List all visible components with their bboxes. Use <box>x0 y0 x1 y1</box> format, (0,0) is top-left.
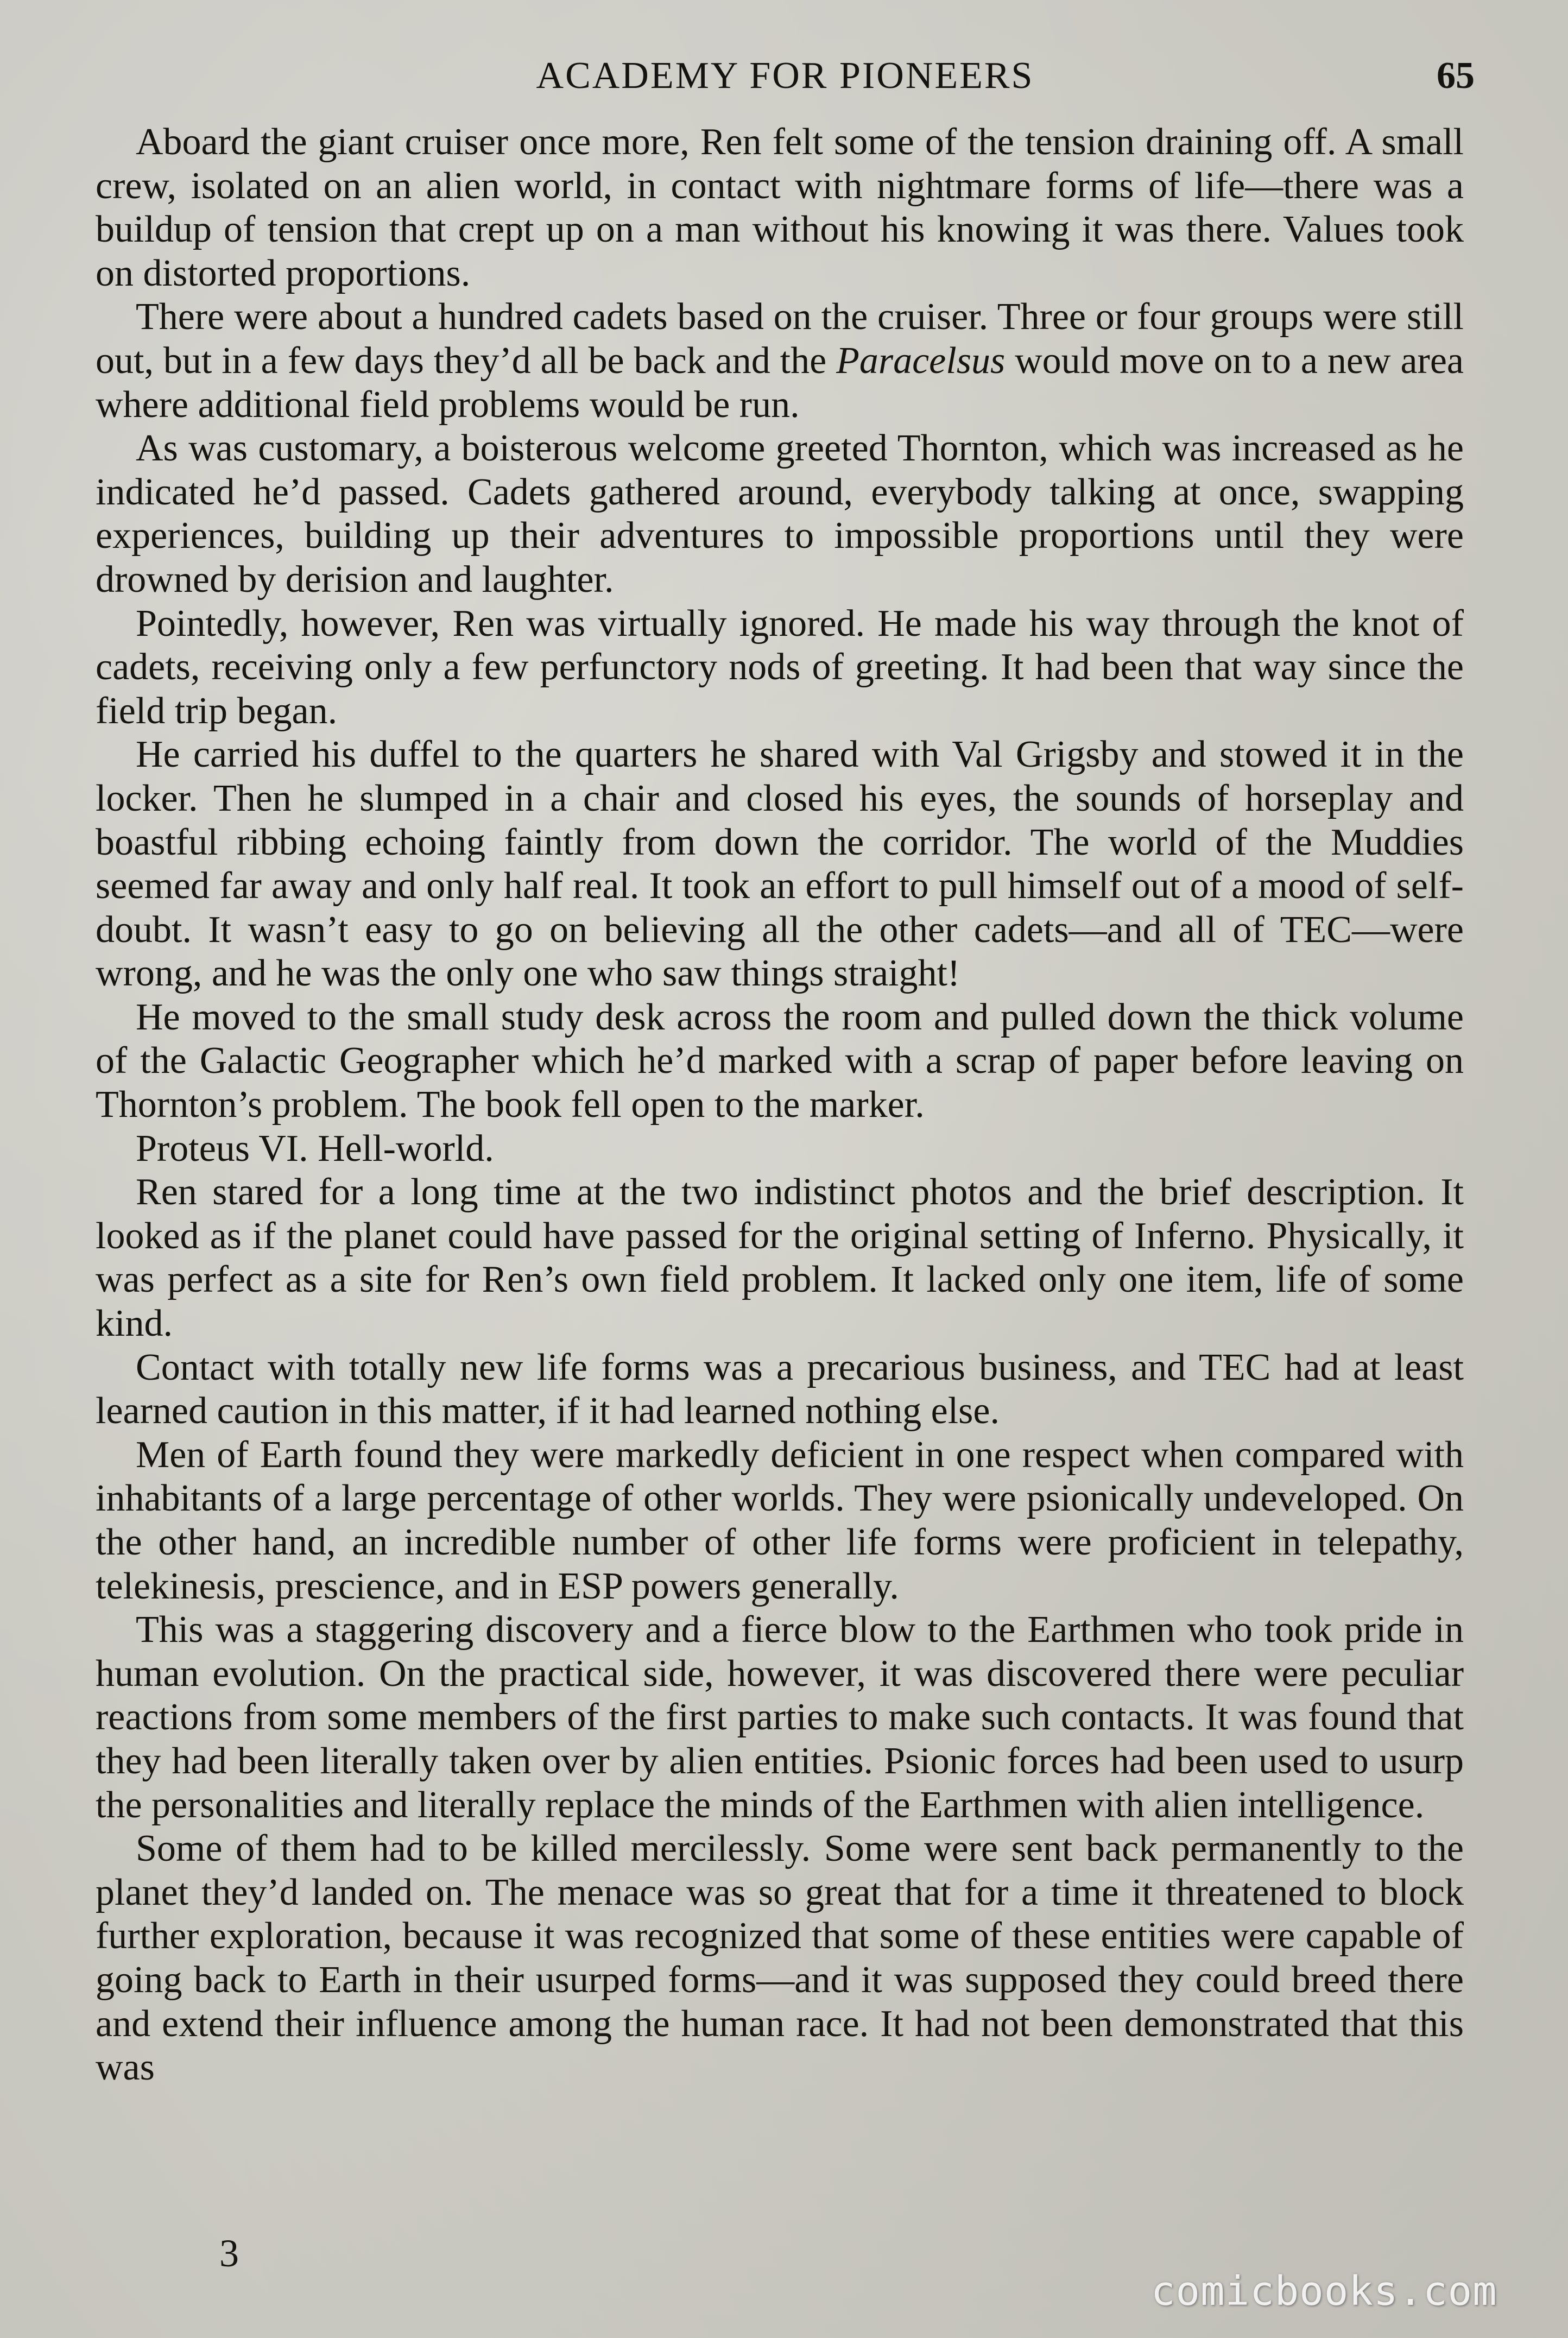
page-number: 65 <box>1437 55 1475 97</box>
paragraph: Men of Earth found they were markedly deficient in one respect when compared with inhabitants of a large percentage of other worlds. They were psionically undeveloped. On the other hand, an incredible number of other life forms were proficient in telepathy, telekinesis, prescience, and in ESP powers generally. <box>96 1433 1464 1607</box>
paragraph: He carried his duffel to the quarters he shared with Val Grigsby and stowed it in the locker. Then he slumped in a chair and closed his eyes, the sounds of horseplay and boastful ribbing echoing faintly from down the corridor. The world of the Muddies seemed far away and only half real. It took an effort to pull himself out of a mood of self-doubt. It wasn’t easy to go on believing all the other cadets—and all of TEC—were wrong, and he was the only one who saw things straight! <box>96 734 1464 995</box>
ship-name: Paracelsus <box>836 339 1006 382</box>
paragraph: Aboard the giant cruiser once more, Ren felt some of the tension draining off. A small crew, isolated on an alien world, in contact with nightmare forms of life—there was a buildup of tension that crept up on a man without his knowing it was there. Values took on distorted proportions. <box>96 121 1464 294</box>
paragraph-text: There were about a hundred cadets based on the cruiser. Three or four groups were still out, but in a few days they’d all be back and the <box>96 296 1464 382</box>
paragraph: Some of them had to be killed mercilessly. Some were sent back permanently to the planet they’d landed on. The menace was so great that for a time it threatened to block further exploration, because it was recognized that some of these entities were capable of going back to Earth in their usurped forms—and it was supposed they could breed there and extend their influence among the human race. It had not been demonstrated that this was <box>96 1828 1464 2089</box>
body-text <box>96 121 1464 2090</box>
paragraph: Ren stared for a long time at the two indistinct photos and the brief description. It looked as if the planet could have passed for the original setting of Inferno. Physically, it was perfect as a site for Ren’s own field problem. It lacked only one item, life of some kind. <box>96 1171 1464 1345</box>
running-head <box>96 50 1475 102</box>
paragraph: He moved to the small study desk across the room and pulled down the thick volume of the Galactic Geographer which he’d marked with a scrap of paper before leaving on Thornton’s problem. The book fell open to the marker. <box>96 996 1464 1126</box>
paragraph-text: would move on to a new area where additional field problems would be run. <box>96 339 1464 426</box>
paragraph <box>96 295 1464 427</box>
signature-mark: 3 <box>219 2232 239 2275</box>
running-title: ACADEMY FOR PIONEERS <box>536 55 1034 97</box>
paragraph: This was a staggering discovery and a fierce blow to the Earthmen who took pride in human evolution. On the practical side, however, it was discovered there were peculiar reactions from some members of the first parties to make such contacts. It was found that they had been literally taken over by alien entities. Psionic forces had been used to usurp the personalities and literally replace the minds of the Earthmen with alien intelligence. <box>96 1609 1464 1826</box>
paragraph: Pointedly, however, Ren was virtually ignored. He made his way through the knot of cadets, receiving only a few perfunctory nods of greeting. It had been that way since the field trip began. <box>96 602 1464 732</box>
paragraph: Contact with totally new life forms was a precarious business, and TEC had at least learned caution in this matter, if it had learned nothing else. <box>96 1346 1464 1432</box>
paragraph: Proteus VI. Hell-world. <box>136 1127 494 1170</box>
watermark: comicbooks.com <box>1151 2268 1497 2315</box>
paragraph: As was customary, a boisterous welcome greeted Thornton, which was increased as he indicated he’d passed. Cadets gathered around, everybody talking at once, swapping experiences, building up their adventures to impossible proportions until they were drowned by derision and laughter. <box>96 427 1464 601</box>
